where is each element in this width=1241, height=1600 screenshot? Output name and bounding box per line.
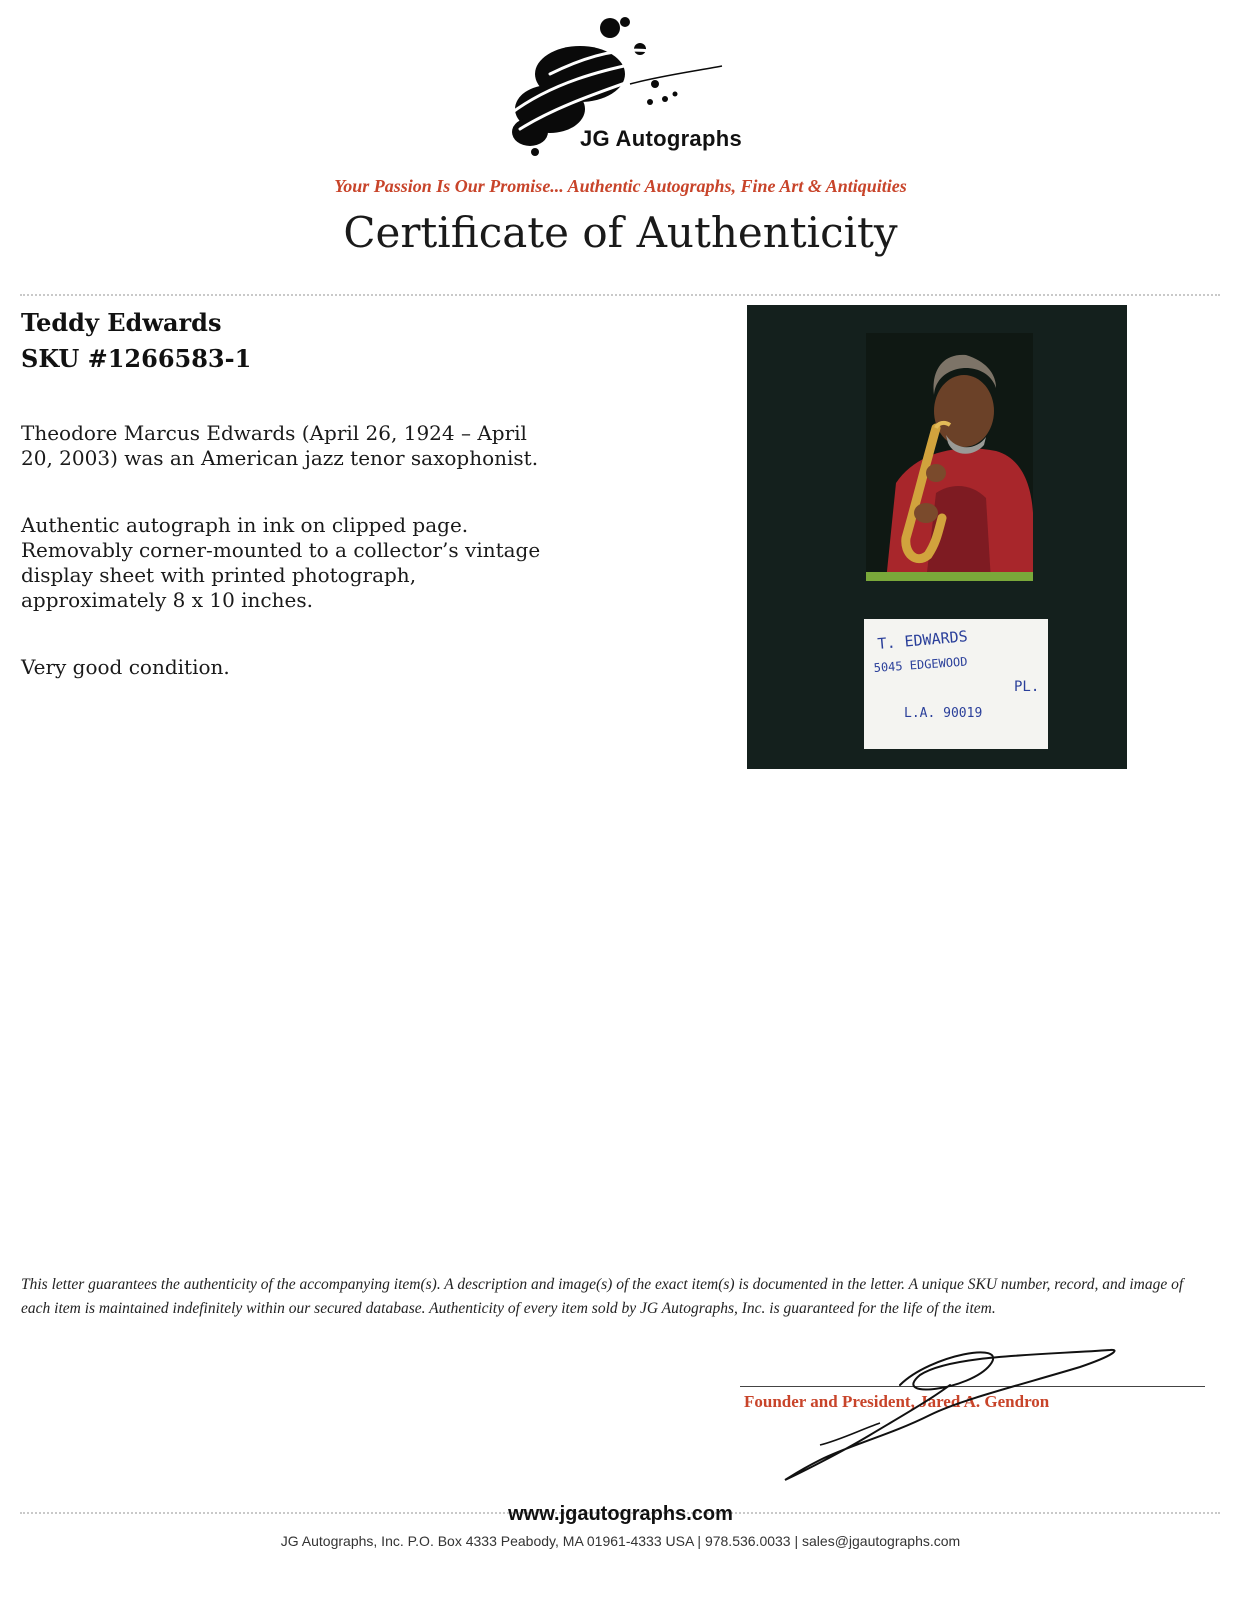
tagline: Your Passion Is Our Promise... Authentic Autographs, Fine Art & Antiquities	[334, 176, 907, 196]
item-bio: Theodore Marcus Edwards (April 26, 1924 – April 20, 2003) was an American jazz tenor saxophonist.	[21, 421, 539, 470]
company-address: JG Autographs, Inc. P.O. Box 4333 Peabody, MA 01961-4333 USA | 978.536.0033 | sales@jgautographs.com	[280, 1533, 961, 1549]
item-sku: SKU #1266583-1	[21, 344, 252, 373]
item-description: Authentic autograph in ink on clipped page. Removably corner-mounted to a collector’s vintage display sheet with printed photograph, approximately 8 x 10 inches.	[21, 513, 541, 612]
autograph-line-2: 5045 EDGEWOOD	[873, 654, 968, 675]
photo-caption-bar	[866, 572, 1033, 581]
item-name: Teddy Edwards	[21, 308, 222, 337]
autograph-card	[864, 619, 1048, 749]
autograph-line-3: PL.	[1014, 679, 1040, 695]
item-condition: Very good condition.	[21, 655, 230, 679]
guarantee-text: This letter guarantees the authenticity of the accompanying item(s). A description and image(s) of the exact item(s) is documented in the letter. A unique SKU number, record, and image of each item is maintained indefinitely within our secured database. Authenticity of every item sold by JG Autographs, Inc. is guaranteed for the life of the item.	[21, 1276, 1184, 1317]
saxophonist-photo	[866, 333, 1033, 581]
divider	[20, 294, 1220, 296]
founder-signature	[780, 1345, 1125, 1485]
founder-title: Founder and President, Jared A. Gendron	[744, 1392, 1050, 1411]
website-link[interactable]: www.jgautographs.com	[508, 1503, 733, 1525]
page-title: Certificate of Authenticity	[343, 208, 898, 257]
autograph-ink	[864, 619, 1048, 749]
saxophonist-illustration	[866, 333, 1033, 581]
autograph-line-4: L.A. 90019	[904, 706, 983, 721]
autograph-line-1: T. EDWARDS	[876, 627, 969, 653]
brand-name: JG Autographs	[580, 126, 742, 151]
